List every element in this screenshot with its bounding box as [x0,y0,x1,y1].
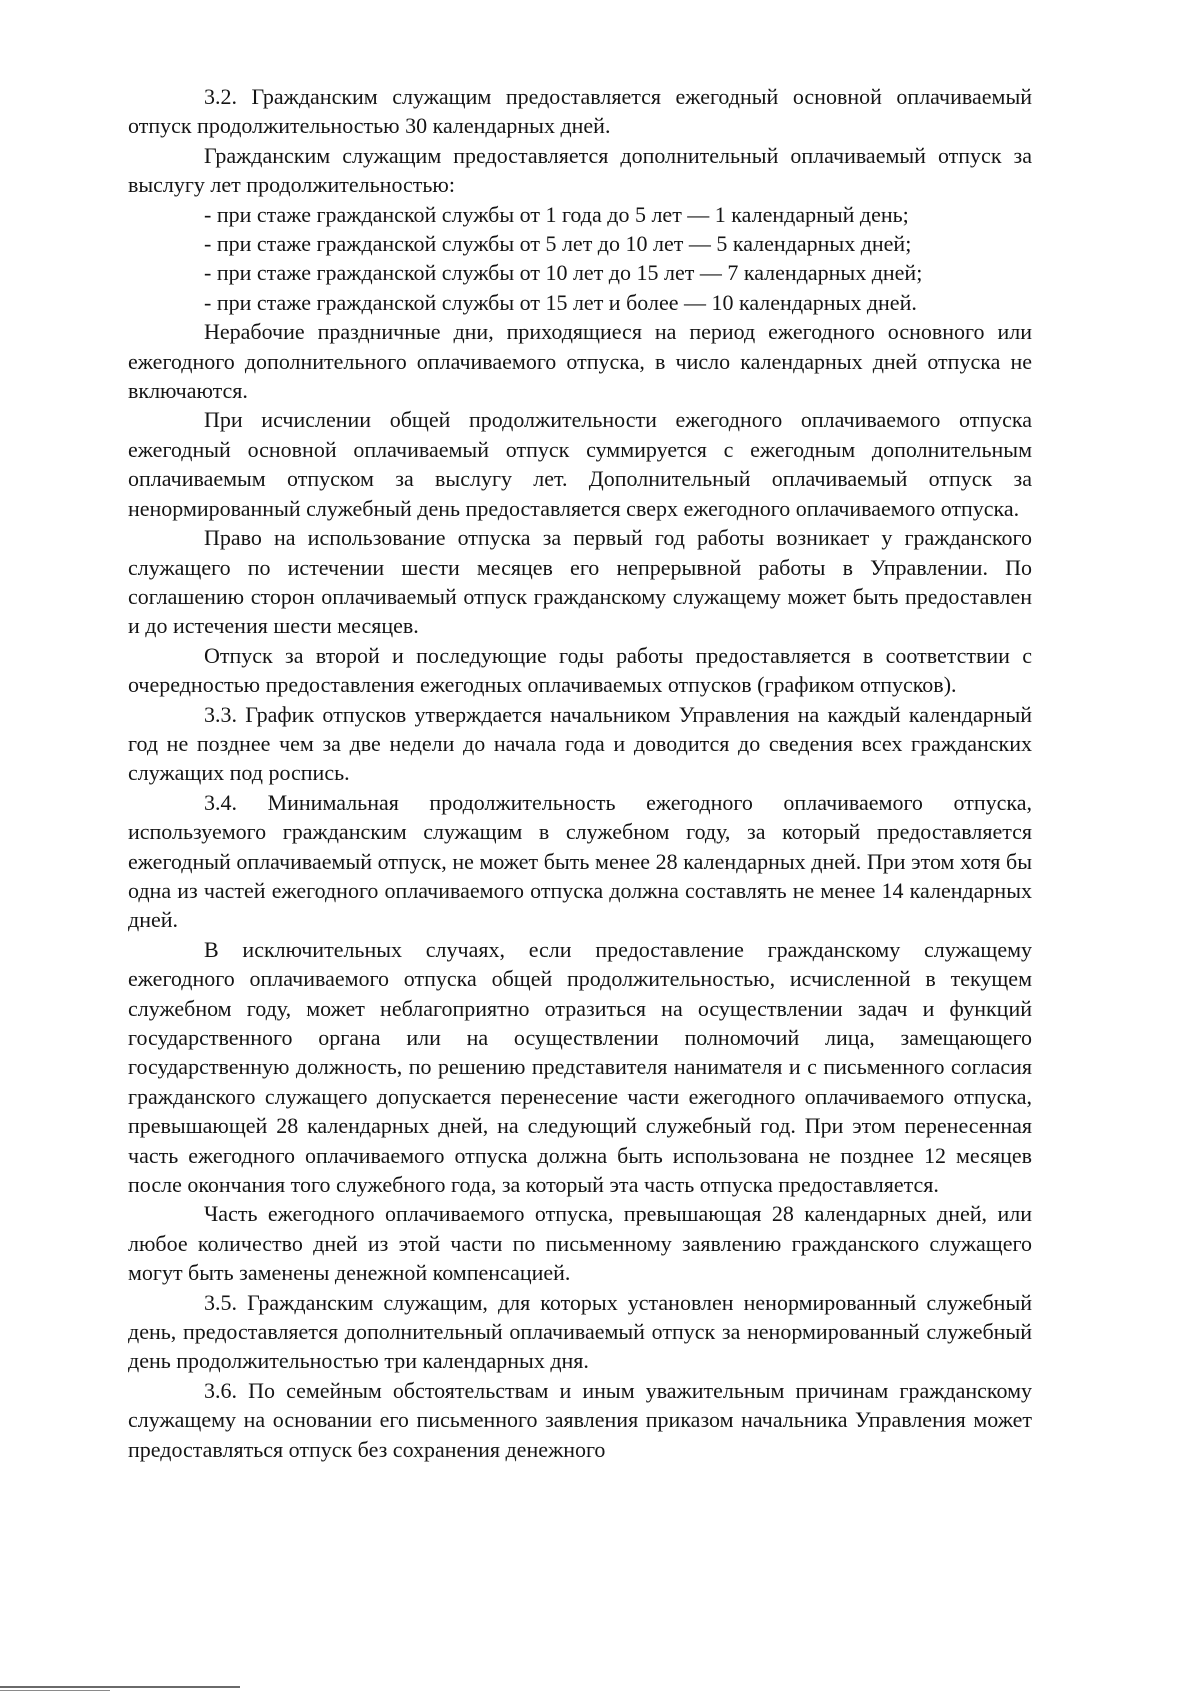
paragraph-holidays: Нерабочие праздничные дни, приходящиеся на период ежегодного основного или ежегодного дополнительного оплачиваемого отпуска, в число календарных дней отпуска не включаются. [128,319,1032,404]
paragraph-first-year-right: Право на использование отпуска за первый год работы возникает у гражданского служащего по истечении шести месяцев его непрерывной работы в Управлении. По соглашению сторон оплачиваемый отпуск гражданскому служащему может быть предоставлен и до истечения шести месяцев. [128,525,1032,639]
list-item: - при стаже гражданской службы от 10 лет до 15 лет — 7 календарных дней; [204,260,923,286]
document-page [128,82,1032,1464]
seniority-leave-list [128,200,1032,318]
scan-edge-line [0,1690,110,1691]
paragraph-second-year: Отпуск за второй и последующие годы работы предоставляется в соответствии с очередностью предоставления ежегодных оплачиваемых отпусков (графиком отпусков). [128,642,1032,698]
paragraph-3-2: 3.2. Гражданским служащим предоставляется ежегодный основной оплачиваемый отпуск продолжительностью 30 календарных дней. [128,84,1032,139]
paragraph-3-4: 3.4. Минимальная продолжительность ежегодного оплачиваемого отпуска, используемого гражданским служащим в служебном году, за который предоставляется ежегодный оплачиваемый отпуск, не может быть менее 28 календарных дней. При этом хотя бы одна из частей ежегодного оплачиваемого отпуска должна составлять не менее 14 календарных дней. [128,789,1032,933]
list-item: - при стаже гражданской службы от 15 лет и более — 10 календарных дней. [204,289,917,315]
paragraph-3-6: 3.6. По семейным обстоятельствам и иным уважительным причинам гражданскому служащему на основании его письменного заявления приказом начальника Управления может предоставляться отпуск без сохранения денежного [128,1377,1032,1462]
paragraph-additional-leave: Гражданским служащим предоставляется дополнительный оплачиваемый отпуск за выслугу лет продолжительностью: [128,142,1032,198]
paragraph-3-5: 3.5. Гражданским служащим, для которых установлен ненормированный служебный день, предоставляется дополнительный оплачиваемый отпуск за ненормированный служебный день продолжительностью три календарных дня. [128,1289,1032,1374]
paragraph-total-duration: При исчислении общей продолжительности ежегодного оплачиваемого отпуска ежегодный основной оплачиваемый отпуск суммируется с ежегодным дополнительным оплачиваемым отпуском за выслугу лет. Дополнительный оплачиваемый отпуск за ненормированный служебный день предоставляется сверх ежегодного оплачиваемого отпуска. [128,407,1032,521]
paragraph-3-3: 3.3. График отпусков утверждается начальником Управления на каждый календарный год не позднее чем за две недели до начала года и доводится до сведения всех гражданских служащих под роспись. [128,701,1032,786]
paragraph-compensation: Часть ежегодного оплачиваемого отпуска, превышающая 28 календарных дней, или любое количество дней из этой части по письменному заявлению гражданского служащего могут быть заменены денежной компенсацией. [128,1201,1032,1286]
scan-edge-line [0,1686,240,1688]
paragraph-exceptional-cases: В исключительных случаях, если предоставление гражданскому служащему ежегодного оплачиваемого отпуска общей продолжительностью, исчисленной в текущем служебном году, может неблагоприятно отразиться на осуществлении задач и функций государственного органа или на осуществлении полномочий лица, замещающего государственную должность, по решению представителя нанимателя и с письменного согласия гражданского служащего допускается перенесение части ежегодного оплачиваемого отпуска, превышающей 28 календарных дней, на следующий служебный год. При этом перенесенная часть ежегодного оплачиваемого отпуска должна быть использована не позднее 12 месяцев после окончания того служебного года, за который эта часть отпуска предоставляется. [128,936,1032,1198]
list-item: - при стаже гражданской службы от 5 лет до 10 лет — 5 календарных дней; [204,231,912,257]
list-item: - при стаже гражданской службы от 1 года до 5 лет — 1 календарный день; [204,201,909,227]
